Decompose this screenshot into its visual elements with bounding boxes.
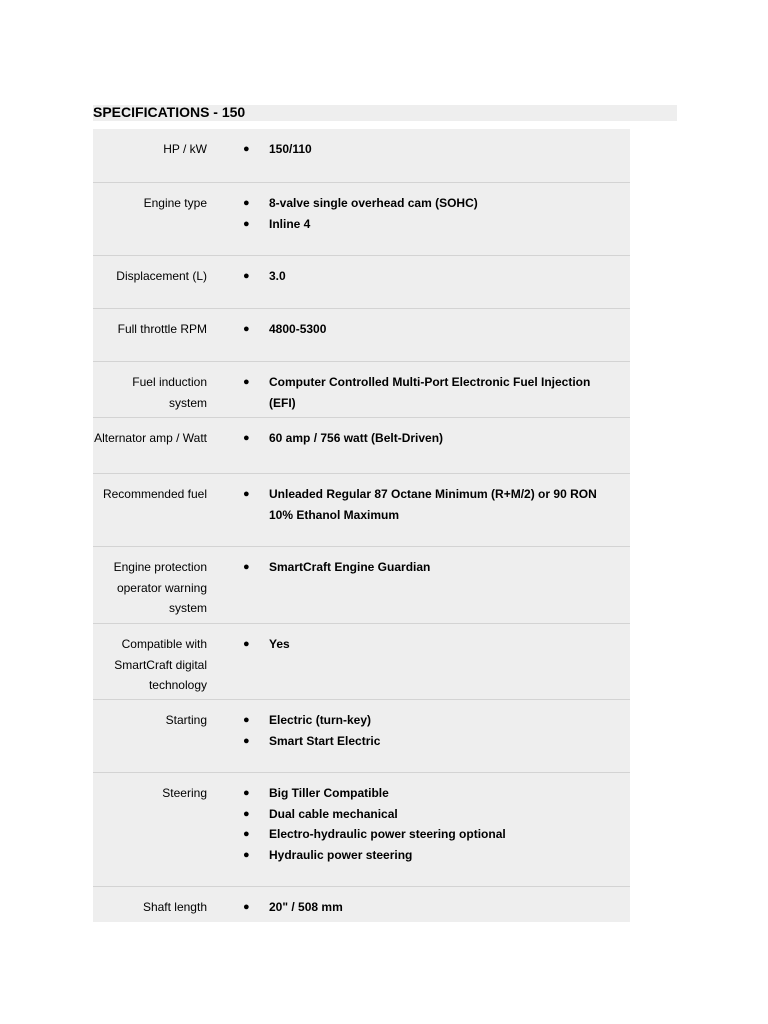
bullet-icon: ● — [243, 323, 250, 335]
spec-value-list — [243, 266, 620, 287]
spec-value: 20" / 508 mm — [269, 900, 343, 914]
spec-row — [93, 546, 630, 623]
spec-value-item — [243, 845, 620, 866]
spec-value: Big Tiller Compatible — [269, 786, 389, 800]
spec-value-list — [243, 372, 620, 413]
spec-value-item — [243, 193, 620, 214]
spec-value-list — [243, 710, 620, 751]
spec-row — [93, 255, 630, 308]
spec-value-item — [243, 824, 620, 845]
bullet-icon: ● — [243, 848, 250, 861]
spec-value-item — [243, 484, 620, 525]
spec-value: Smart Start Electric — [269, 733, 381, 748]
spec-row — [93, 361, 630, 417]
spec-value: 8-valve single overhead cam (SOHC) — [269, 196, 478, 210]
spec-label: Full throttle RPM — [117, 322, 207, 336]
page-title: SPECIFICATIONS - 150 — [93, 104, 246, 120]
spec-label: Starting — [165, 713, 207, 727]
bullet-icon: ● — [243, 714, 250, 726]
spec-value-item — [243, 557, 620, 578]
bullet-icon: ● — [243, 376, 250, 388]
spec-value: Inline 4 — [269, 216, 311, 231]
bullet-icon: ● — [243, 807, 250, 820]
spec-value-item — [243, 139, 620, 160]
spec-value: SmartCraft Engine Guardian — [269, 560, 431, 574]
spec-value-item — [243, 710, 620, 731]
spec-label: Alternator amp / Watt — [94, 431, 207, 445]
spec-value: Computer Controlled Multi-Port Electronic Fuel Injection (EFI) — [269, 375, 591, 410]
spec-row — [93, 623, 630, 699]
bullet-icon: ● — [243, 488, 250, 500]
spec-value-list — [243, 897, 620, 918]
spec-value-item — [243, 783, 620, 804]
spec-row — [93, 473, 630, 546]
spec-value-list — [243, 783, 620, 865]
spec-row — [93, 129, 630, 182]
spec-label: Steering — [162, 786, 207, 800]
spec-row — [93, 417, 630, 473]
spec-value-item — [243, 804, 620, 825]
spec-value-item — [243, 634, 620, 655]
spec-label: Engine type — [143, 196, 207, 210]
spec-value-list — [243, 484, 620, 525]
spec-value: Electric (turn-key) — [269, 713, 372, 727]
bullet-icon: ● — [243, 270, 250, 282]
spec-value: Hydraulic power steering — [269, 847, 413, 862]
spec-value-list — [243, 139, 620, 160]
spec-row — [93, 772, 630, 886]
spec-value: Yes — [269, 637, 290, 651]
spec-value-item — [243, 214, 620, 235]
bullet-icon: ● — [243, 143, 250, 155]
spec-label: Recommended fuel — [102, 487, 207, 501]
spec-value-list — [243, 634, 620, 655]
spec-value: Dual cable mechanical — [269, 806, 398, 821]
bullet-icon: ● — [243, 638, 250, 650]
spec-value-list — [243, 428, 620, 449]
spec-label: Displacement (L) — [116, 269, 207, 283]
spec-value-item — [243, 319, 620, 340]
spec-row — [93, 182, 630, 255]
spec-value-list — [243, 557, 620, 578]
bullet-icon: ● — [243, 197, 250, 209]
spec-row — [93, 308, 630, 361]
bullet-icon: ● — [243, 561, 250, 573]
spec-value-item — [243, 372, 620, 413]
bullet-icon: ● — [243, 828, 250, 840]
spec-row — [93, 886, 630, 922]
spec-label: Engine protection operator warning system — [113, 560, 207, 615]
bullet-icon: ● — [243, 217, 250, 230]
spec-value-item — [243, 897, 620, 918]
spec-label: Fuel induction system — [132, 375, 207, 410]
title-bar — [93, 105, 677, 121]
bullet-icon: ● — [243, 901, 250, 913]
spec-label: Shaft length — [142, 900, 207, 914]
bullet-icon: ● — [243, 734, 250, 747]
spec-value: Electro-hydraulic power steering optional — [269, 827, 506, 841]
bullet-icon: ● — [243, 787, 250, 799]
spec-label: Compatible with SmartCraft digital technology — [114, 637, 207, 692]
bullet-icon: ● — [243, 432, 250, 444]
spec-value-item — [243, 731, 620, 752]
spec-value-list — [243, 193, 620, 234]
spec-value-item — [243, 266, 620, 287]
spec-label: HP / kW — [163, 142, 207, 156]
spec-value: 150/110 — [269, 142, 312, 156]
spec-row — [93, 699, 630, 772]
spec-table — [93, 129, 630, 922]
spec-value: Unleaded Regular 87 Octane Minimum (R+M/2) or 90 RON 10% Ethanol Maximum — [269, 487, 597, 522]
spec-value-item — [243, 428, 620, 449]
spec-value: 4800-5300 — [269, 322, 327, 336]
spec-value: 3.0 — [269, 269, 286, 283]
spec-value: 60 amp / 756 watt (Belt-Driven) — [269, 431, 444, 445]
spec-value-list — [243, 319, 620, 340]
